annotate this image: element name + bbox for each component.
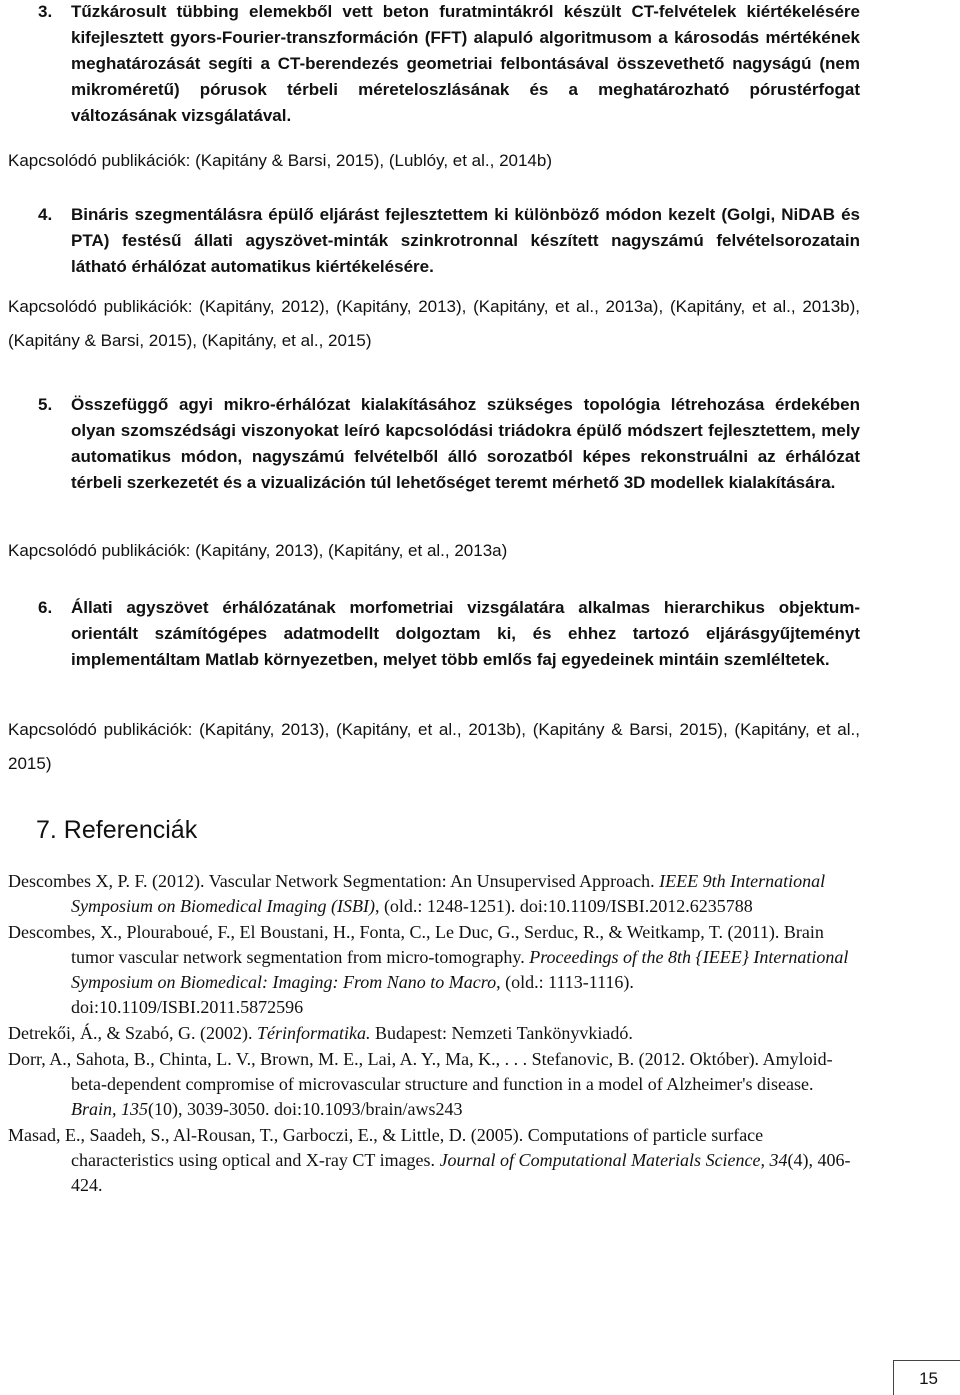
reference-item: Descombes, X., Plouraboué, F., El Boustani, H., Fonta, C., Le Duc, G., Serduc, R., & Weitkamp, T. (2011). Brain tumor vascular network segmentation from micro-tomography. Proceedings of the 8th {IEEE} International Symposium on Biomedical: Imaging: From Nano to Macro, (old.: 1113-1116). doi:10.1109/ISBI.2011.5872596 bbox=[8, 922, 849, 1017]
reference-item: Detrekői, Á., & Szabó, G. (2002). Térinformatika. Budapest: Nemzeti Tankönyvkiadó. bbox=[8, 1023, 633, 1043]
item-text: Tűzkárosult tübbing elemekből vett beton furatmintákról készült CT-felvételek kiértékelésére kifejlesztett gyors-Fourier-transzformáción (FFT) alapuló algoritmusom a károsodás mértékének meghatározását segíti a CT-berendezés geometriai felbontásával összevethető nagyságú (nem mikroméretű) pórusok térbeli méreteloszlásának és a meghatározható pórustérfogat változásának vizsgálatával. bbox=[71, 2, 860, 125]
reference-item: Dorr, A., Sahota, B., Chinta, L. V., Brown, M. E., Lai, A. Y., Ma, K., . . . Stefanovic, B. (2012. Október). Amyloid-beta-dependent compromise of microvascular structure and function in a model of Alzheimer's disease. Brain, 135(10), 3039-3050. doi:10.1093/brain/aws243 bbox=[8, 1049, 833, 1119]
thesis-item-5 bbox=[8, 392, 860, 496]
thesis-item-3 bbox=[8, 0, 860, 129]
item-text: Bináris szegmentálásra épülő eljárást fejlesztettem ki különböző módon kezelt (Golgi, NiDAB és PTA) festésű állati agyszövet-minták szinkrotronnal készített nagyszámú felvételsorozatain látható érhálózat automatikus kiértékelésére. bbox=[71, 205, 860, 276]
thesis-item-4 bbox=[8, 202, 860, 280]
item-text: Állati agyszövet érhálózatának morfometriai vizsgálatára alkalmas hierarchikus objektum-orientált számítógépes adatmodellt dolgoztam ki, és ehhez tartozó eljárásgyűjteményt implementáltam Matlab környezetben, melyet több emlős faj egyedeinek mintáin szemléltetek. bbox=[71, 598, 860, 669]
item-number: 4. bbox=[38, 205, 53, 224]
related-publications-5: Kapcsolódó publikációk: (Kapitány, 2013), (Kapitány, et al., 2013a) bbox=[8, 541, 508, 560]
reference-item: Descombes X, P. F. (2012). Vascular Network Segmentation: An Unsupervised Approach. IEEE 9th International Symposium on Biomedical Imaging (ISBI), (old.: 1248-1251). doi:10.1109/ISBI.2012.6235788 bbox=[8, 871, 826, 916]
reference-list bbox=[8, 869, 860, 1199]
related-publications-4: Kapcsolódó publikációk: (Kapitány, 2012), (Kapitány, 2013), (Kapitány, et al., 2013a), (Kapitány, et al., 2013b), (Kapitány & Barsi, 2015), (Kapitány, et al., 2015) bbox=[8, 297, 860, 350]
reference-item: Masad, E., Saadeh, S., Al-Rousan, T., Garboczi, E., & Little, D. (2005). Computations of particle surface characteristics using optical and X-ray CT images. Journal of Computational Materials Science, 34(4), 406-424. bbox=[8, 1125, 851, 1195]
related-publications-3: Kapcsolódó publikációk: (Kapitány & Barsi, 2015), (Lublóy, et al., 2014b) bbox=[8, 151, 552, 170]
section-title: 7. Referenciák bbox=[36, 816, 198, 844]
related-publications-6: Kapcsolódó publikációk: (Kapitány, 2013), (Kapitány, et al., 2013b), (Kapitány & Barsi, 2015), (Kapitány, et al., 2015) bbox=[8, 720, 860, 773]
item-text: Összefüggő agyi mikro-érhálózat kialakításához szükséges topológia létrehozása érdekében olyan szomszédsági viszonyokat leíró kapcsolódási triádokra épülő módszert fejlesztettem, mely automatikus módon, nagyszámú felvételből álló sorozatból képes rekonstruálni az érhálózat térbeli szerkezetét és a vizualizáción túl lehetőséget teremt mérhető 3D modellek kialakítására. bbox=[71, 395, 860, 492]
item-number: 5. bbox=[38, 395, 53, 414]
item-number: 3. bbox=[38, 2, 53, 21]
item-number: 6. bbox=[38, 598, 53, 617]
thesis-item-6 bbox=[8, 595, 860, 673]
page-number: 15 bbox=[919, 1369, 938, 1388]
